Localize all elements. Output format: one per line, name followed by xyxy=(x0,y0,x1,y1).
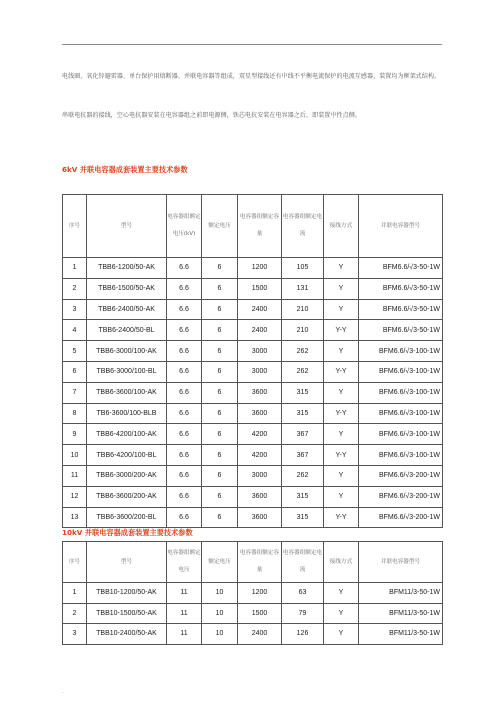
table-10kv xyxy=(62,541,443,645)
cell-index: 11 xyxy=(63,465,87,486)
col-header-wiring: 接线方式 xyxy=(324,195,359,258)
cell-rated-voltage: 6 xyxy=(202,278,238,299)
col-header-capacitor-model: 并联电容器型号 xyxy=(359,542,443,583)
cell-capacitor-model: BFM6.6/√3-100-1W xyxy=(359,361,443,382)
cell-model: TBB6-1500/50-AK xyxy=(87,278,167,299)
cell-group-rated-voltage: 6.6 xyxy=(167,445,202,466)
cell-rated-voltage: 6 xyxy=(202,382,238,403)
cell-rated-capacity: 3600 xyxy=(238,507,282,528)
cell-index: 2 xyxy=(63,603,87,624)
cell-model: TBB6-3000/100-AK xyxy=(87,341,167,362)
cell-wiring: Y xyxy=(324,299,359,320)
table-row xyxy=(63,382,443,403)
cell-index: 10 xyxy=(63,445,87,466)
table-row xyxy=(63,507,443,528)
cell-capacitor-model: BFM11/3-50-1W xyxy=(359,583,443,604)
cell-rated-current: 79 xyxy=(282,603,324,624)
cell-capacitor-model: BFM6.6/√3-200-1W xyxy=(359,507,443,528)
cell-rated-capacity: 3000 xyxy=(238,361,282,382)
cell-group-rated-voltage: 6.6 xyxy=(167,341,202,362)
cell-rated-current: 63 xyxy=(282,583,324,604)
cell-rated-voltage: 6 xyxy=(202,424,238,445)
cell-rated-capacity: 2400 xyxy=(238,320,282,341)
cell-rated-current: 210 xyxy=(282,299,324,320)
col-header-model: 型号 xyxy=(87,195,167,258)
cell-wiring: Y-Y xyxy=(324,320,359,341)
table-row xyxy=(63,424,443,445)
cell-group-rated-voltage: 11 xyxy=(167,603,202,624)
cell-rated-capacity: 4200 xyxy=(238,424,282,445)
cell-rated-voltage: 6 xyxy=(202,361,238,382)
cell-wiring: Y xyxy=(324,258,359,279)
cell-capacitor-model: BFM6.6/√3-100-1W xyxy=(359,445,443,466)
cell-capacitor-model: BFM6.6/√3-100-1W xyxy=(359,424,443,445)
cell-model: TBB6-4200/100-AK xyxy=(87,424,167,445)
cell-rated-capacity: 3000 xyxy=(238,341,282,362)
cell-wiring: Y xyxy=(324,278,359,299)
cell-index: 3 xyxy=(63,299,87,320)
cell-capacitor-model: BFM6.6/√3-50-1W xyxy=(359,278,443,299)
cell-rated-current: 262 xyxy=(282,341,324,362)
cell-group-rated-voltage: 6.6 xyxy=(167,465,202,486)
col-header-wiring: 接线方式 xyxy=(324,542,359,583)
cell-wiring: Y xyxy=(324,382,359,403)
cell-index: 6 xyxy=(63,361,87,382)
cell-rated-current: 367 xyxy=(282,424,324,445)
cell-wiring: Y xyxy=(324,465,359,486)
cell-rated-voltage: 6 xyxy=(202,445,238,466)
table-row xyxy=(63,403,443,424)
col-header-group-rated-voltage: 电容器组额定电压 xyxy=(167,542,202,583)
col-header-index: 序号 xyxy=(63,195,87,258)
cell-wiring: Y xyxy=(324,624,359,645)
col-header-capacitor-model: 并联电容器型号 xyxy=(359,195,443,258)
cell-model: TBB6-3000/200-AK xyxy=(87,465,167,486)
cell-group-rated-voltage: 6.6 xyxy=(167,258,202,279)
cell-rated-capacity: 2400 xyxy=(238,624,282,645)
cell-capacitor-model: BFM6.6/√3-50-1W xyxy=(359,258,443,279)
cell-wiring: Y xyxy=(324,583,359,604)
table-row xyxy=(63,583,443,604)
cell-rated-capacity: 3600 xyxy=(238,486,282,507)
col-header-rated-current: 电容器组额定电流 xyxy=(282,195,324,258)
cell-rated-voltage: 6 xyxy=(202,341,238,362)
cell-index: 9 xyxy=(63,424,87,445)
cell-rated-current: 262 xyxy=(282,361,324,382)
cell-rated-current: 126 xyxy=(282,624,324,645)
cell-rated-capacity: 3600 xyxy=(238,403,282,424)
cell-rated-current: 131 xyxy=(282,278,324,299)
cell-rated-capacity: 1500 xyxy=(238,603,282,624)
cell-model: TBB6-1200/50-AK xyxy=(87,258,167,279)
paragraph-wiring: 电线圈、氧化锌避雷器、单台保护用熔断器、并联电容器等组成，双星型接线还有中线不平衡电流保护的电流互感器，装置均为框架式结构。 xyxy=(62,73,441,80)
cell-wiring: Y-Y xyxy=(324,403,359,424)
col-header-rated-voltage: 额定电压 xyxy=(202,195,238,258)
table-10kv-body xyxy=(63,583,443,645)
cell-group-rated-voltage: 6.6 xyxy=(167,320,202,341)
cell-model: TBB6-3600/200-AK xyxy=(87,486,167,507)
cell-rated-capacity: 3600 xyxy=(238,382,282,403)
cell-model: TBB6-3000/100-BL xyxy=(87,361,167,382)
cell-group-rated-voltage: 11 xyxy=(167,583,202,604)
table-row xyxy=(63,320,443,341)
table-row xyxy=(63,299,443,320)
cell-model: TBB10-2400/50-AK xyxy=(87,624,167,645)
cell-model: TBB6-4200/100-BL xyxy=(87,445,167,466)
table-row xyxy=(63,465,443,486)
cell-index: 12 xyxy=(63,486,87,507)
table-row xyxy=(63,278,443,299)
cell-rated-capacity: 1500 xyxy=(238,278,282,299)
cell-rated-voltage: 6 xyxy=(202,299,238,320)
cell-capacitor-model: BFM6.6/√3-200-1W xyxy=(359,465,443,486)
table-row xyxy=(63,624,443,645)
col-header-model: 型号 xyxy=(87,542,167,583)
cell-index: 4 xyxy=(63,320,87,341)
col-header-rated-voltage: 额定电压 xyxy=(202,542,238,583)
cell-wiring: Y xyxy=(324,341,359,362)
col-header-group-rated-voltage: 电容器组额定电压(kV) xyxy=(167,195,202,258)
cell-index: 1 xyxy=(63,258,87,279)
cell-rated-current: 367 xyxy=(282,445,324,466)
cell-model: TB6-3600/100-BLB xyxy=(87,403,167,424)
table-6kv-body xyxy=(63,258,443,528)
cell-capacitor-model: BFM11/3-50-1W xyxy=(359,624,443,645)
cell-index: 7 xyxy=(63,382,87,403)
table-10kv-title: 10kV 并联电容器成套装置主要技术参数 xyxy=(62,528,193,537)
cell-index: 5 xyxy=(63,341,87,362)
paragraph-reactor: 串联电抗器的接线，空心电抗器安装在电容器组之前即电源侧，铁芯电抗安装在电容器之后，即装置中性点侧。 xyxy=(62,112,361,119)
cell-group-rated-voltage: 6.6 xyxy=(167,278,202,299)
cell-index: 8 xyxy=(63,403,87,424)
table-row xyxy=(63,341,443,362)
table-row xyxy=(63,486,443,507)
footer-mark: . xyxy=(62,688,64,695)
cell-group-rated-voltage: 6.6 xyxy=(167,361,202,382)
cell-group-rated-voltage: 11 xyxy=(167,624,202,645)
cell-model: TBB6-2400/50-BL xyxy=(87,320,167,341)
cell-rated-voltage: 6 xyxy=(202,486,238,507)
cell-wiring: Y-Y xyxy=(324,361,359,382)
table-row xyxy=(63,361,443,382)
cell-capacitor-model: BFM6.6/√3-100-1W xyxy=(359,403,443,424)
col-header-index: 序号 xyxy=(63,542,87,583)
cell-index: 13 xyxy=(63,507,87,528)
cell-wiring: Y-Y xyxy=(324,507,359,528)
cell-rated-voltage: 6 xyxy=(202,465,238,486)
cell-rated-current: 210 xyxy=(282,320,324,341)
cell-rated-capacity: 4200 xyxy=(238,445,282,466)
cell-group-rated-voltage: 6.6 xyxy=(167,299,202,320)
cell-rated-voltage: 6 xyxy=(202,507,238,528)
cell-rated-voltage: 6 xyxy=(202,320,238,341)
cell-index: 3 xyxy=(63,624,87,645)
page-header-rule xyxy=(62,44,442,45)
cell-model: TBB6-2400/50-AK xyxy=(87,299,167,320)
table-row xyxy=(63,445,443,466)
cell-wiring: Y xyxy=(324,424,359,445)
cell-rated-current: 315 xyxy=(282,403,324,424)
cell-rated-current: 315 xyxy=(282,382,324,403)
cell-index: 2 xyxy=(63,278,87,299)
cell-capacitor-model: BFM6.6/√3-100-1W xyxy=(359,341,443,362)
col-header-rated-capacity: 电容器组额定容量 xyxy=(238,195,282,258)
cell-capacitor-model: BFM6.6/√3-100-1W xyxy=(359,382,443,403)
cell-capacitor-model: BFM11/3-50-1W xyxy=(359,603,443,624)
cell-group-rated-voltage: 6.6 xyxy=(167,382,202,403)
cell-group-rated-voltage: 6.6 xyxy=(167,403,202,424)
cell-rated-current: 262 xyxy=(282,465,324,486)
cell-rated-capacity: 1200 xyxy=(238,258,282,279)
col-header-rated-capacity: 电容器组额定容量 xyxy=(238,542,282,583)
cell-rated-capacity: 3000 xyxy=(238,465,282,486)
cell-rated-voltage: 6 xyxy=(202,258,238,279)
cell-capacitor-model: BFM6.6/√3-50-1W xyxy=(359,299,443,320)
cell-rated-current: 315 xyxy=(282,507,324,528)
cell-rated-current: 105 xyxy=(282,258,324,279)
table-6kv-title: 6kV 并联电容器成套装置主要技术参数 xyxy=(62,165,188,174)
cell-rated-capacity: 2400 xyxy=(238,299,282,320)
cell-index: 1 xyxy=(63,583,87,604)
table-6kv-header-row xyxy=(63,195,443,258)
cell-model: TBB10-1500/50-AK xyxy=(87,603,167,624)
cell-rated-voltage: 10 xyxy=(202,583,238,604)
cell-wiring: Y xyxy=(324,486,359,507)
table-6kv xyxy=(62,194,443,528)
cell-group-rated-voltage: 6.6 xyxy=(167,507,202,528)
cell-model: TBB6-3600/200-BL xyxy=(87,507,167,528)
cell-model: TBB10-1200/50-AK xyxy=(87,583,167,604)
cell-rated-current: 315 xyxy=(282,486,324,507)
cell-rated-capacity: 1200 xyxy=(238,583,282,604)
table-10kv-header-row xyxy=(63,542,443,583)
col-header-rated-current: 电容器组额定电流 xyxy=(282,542,324,583)
cell-model: TBB6-3600/100-AK xyxy=(87,382,167,403)
table-row xyxy=(63,603,443,624)
cell-wiring: Y xyxy=(324,603,359,624)
cell-group-rated-voltage: 6.6 xyxy=(167,486,202,507)
cell-capacitor-model: BFM6.6/√3-200-1W xyxy=(359,486,443,507)
cell-capacitor-model: BFM6.6/√3-50-1W xyxy=(359,320,443,341)
cell-rated-voltage: 6 xyxy=(202,403,238,424)
cell-group-rated-voltage: 6.6 xyxy=(167,424,202,445)
table-row xyxy=(63,258,443,279)
cell-wiring: Y-Y xyxy=(324,445,359,466)
cell-rated-voltage: 10 xyxy=(202,624,238,645)
cell-rated-voltage: 10 xyxy=(202,603,238,624)
